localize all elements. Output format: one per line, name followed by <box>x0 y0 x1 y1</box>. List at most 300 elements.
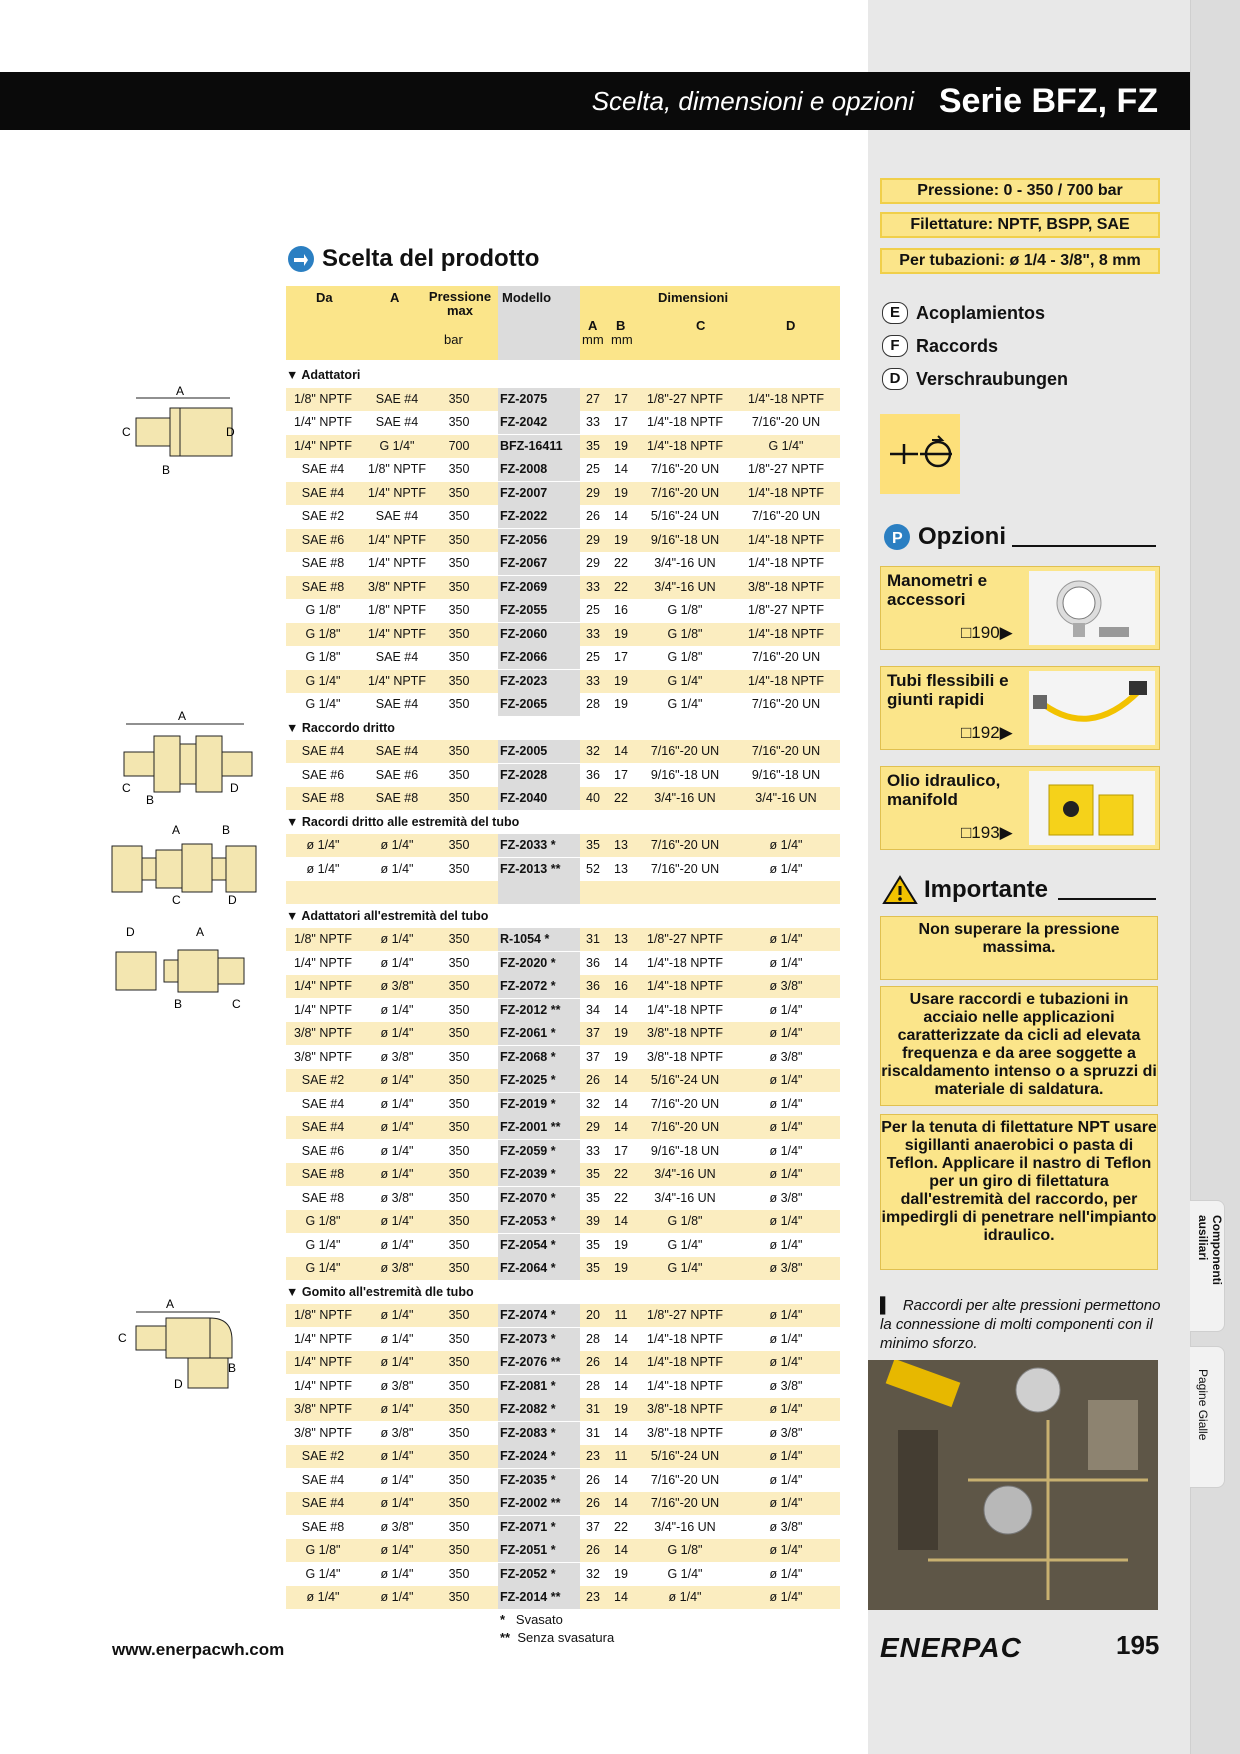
header-bar <box>0 72 1190 130</box>
table-row <box>286 505 840 528</box>
table-row <box>286 928 840 951</box>
table-cell: 33 <box>586 1143 600 1158</box>
table-cell: ø 1/4" <box>769 1355 803 1369</box>
options-title: Opzioni <box>918 523 1006 550</box>
table-cell: ø 1/4" <box>769 1543 803 1557</box>
coupling-symbol-icon <box>880 414 960 494</box>
table-cell: 37 <box>586 1049 600 1064</box>
table-cell: 1/4" NPTF <box>368 532 426 547</box>
table-cell: FZ-2061 * <box>500 1026 556 1040</box>
table-cell: ø 1/4" <box>380 1355 414 1369</box>
table-cell: 17 <box>614 391 628 406</box>
footer-url[interactable]: www.enerpacwh.com <box>112 1640 285 1659</box>
table-cell: G 1/4" <box>667 1261 703 1275</box>
option-page: 190 <box>971 623 1000 642</box>
table-cell: 1/8"-27 NPTF <box>647 391 723 406</box>
option-card-oil[interactable] <box>880 766 1160 850</box>
table-cell: FZ-2022 <box>500 509 548 523</box>
table-cell: ø 1/4" <box>380 1308 414 1322</box>
warning-box-teflon: Per la tenuta di filettature NPT usare sigillanti anaerobici o pasta di Teflon. Applicare il nastro di Teflon per un giro di filettatura dall'estremità del raccordo, per impedirgli di penetrare nell'impianto idraulico. <box>880 1114 1158 1270</box>
table-cell: ø 1/4" <box>769 861 803 876</box>
table-cell: 25 <box>586 650 600 664</box>
lang-item-es <box>882 302 1045 324</box>
table-cell: FZ-2052 * <box>500 1566 556 1581</box>
table-cell: 1/4" NPTF <box>294 1378 352 1393</box>
table-cell: ø 1/4" <box>380 932 414 946</box>
table-cell: 14 <box>614 744 628 758</box>
header-unit-b: mm <box>611 332 633 347</box>
table-cell: 350 <box>448 1167 470 1181</box>
table-cell: 26 <box>586 1073 600 1087</box>
option-card-gauges[interactable] <box>880 566 1160 650</box>
table-cell: ø 3/8" <box>769 1190 803 1205</box>
table-cell: G 1/4" <box>305 673 341 688</box>
option-page-link[interactable] <box>961 823 1013 843</box>
table-cell: ø 1/4" <box>769 1214 803 1228</box>
table-cell: 14 <box>614 1543 628 1557</box>
dim-label: C <box>172 893 181 907</box>
table-cell: 350 <box>448 1049 470 1064</box>
table-cell: G 1/8" <box>667 603 703 617</box>
table-cell: 26 <box>586 1472 600 1487</box>
option-page-link[interactable] <box>961 623 1013 643</box>
dim-label: A <box>172 823 181 837</box>
table-cell: 3/4"-16 UN <box>755 791 817 805</box>
lang-label: Verschraubungen <box>916 368 1069 389</box>
table-cell: 16 <box>614 979 628 993</box>
table-cell: SAE #8 <box>301 1519 345 1534</box>
table-cell: 1/4"-18 NPTF <box>647 415 723 429</box>
table-cell: SAE #6 <box>375 767 419 782</box>
table-cell: 14 <box>614 1002 628 1017</box>
header-title: Serie BFZ, FZ <box>938 82 1158 120</box>
table-cell: 1/8"-27 NPTF <box>748 603 824 617</box>
table-row <box>286 952 840 975</box>
table-cell: SAE #6 <box>301 767 345 782</box>
table-row <box>286 1492 840 1515</box>
table-cell: ø 3/8" <box>380 1261 414 1275</box>
table-cell: ø 1/4" <box>769 1590 803 1604</box>
table-cell: 7/16"-20 UN <box>650 744 720 758</box>
arrow-right-icon: ▶ <box>999 823 1013 842</box>
table-cell: 14 <box>614 509 628 523</box>
table-cell: 36 <box>586 767 600 782</box>
tab-components-label: Componenti ausiliari <box>1196 1215 1224 1285</box>
table-cell: ø 3/8" <box>769 1519 803 1534</box>
option-page: 192 <box>971 723 1000 742</box>
table-cell: 350 <box>448 1331 470 1346</box>
page-icon: □ <box>961 823 972 842</box>
table-cell: 31 <box>586 932 600 946</box>
table-cell: FZ-2001 ** <box>500 1120 561 1134</box>
table-cell: 14 <box>614 1425 628 1440</box>
table-cell: ø 1/4" <box>306 838 340 852</box>
table-cell: ø 1/4" <box>380 1331 414 1346</box>
table-cell: FZ-2040 <box>500 791 548 805</box>
table-cell: SAE #8 <box>301 1167 345 1181</box>
table-cell: 34 <box>586 1002 600 1017</box>
table-cell: SAE #8 <box>301 579 345 594</box>
table-section-title: ▼ Racordi dritto alle estremità del tubo <box>286 814 520 829</box>
table-row <box>286 1422 840 1445</box>
table-cell: 1/4" NPTF <box>368 673 426 688</box>
table-cell: SAE #4 <box>301 744 345 758</box>
hose-image <box>1029 671 1155 745</box>
table-cell: 22 <box>614 1167 628 1181</box>
table-cell: 350 <box>448 1519 470 1534</box>
table-cell: G 1/4" <box>305 1566 341 1581</box>
table-cell: ø 1/4" <box>380 1073 414 1087</box>
table-cell: 37 <box>586 1519 600 1534</box>
table-cell: G 1/4" <box>305 1261 341 1275</box>
table-cell: SAE #4 <box>375 697 419 711</box>
footnote-text: Senza svasatura <box>517 1630 615 1645</box>
table-cell: 23 <box>586 1449 600 1463</box>
page-edge <box>1190 0 1240 1754</box>
table-cell: 350 <box>448 1566 470 1581</box>
table-cell: FZ-2072 * <box>500 979 556 993</box>
application-photo <box>868 1360 1158 1610</box>
table-cell: 700 <box>448 438 470 453</box>
diagram-straight <box>116 708 256 806</box>
table-cell: G 1/4" <box>667 1237 703 1252</box>
footnote-flared <box>500 1612 563 1627</box>
table-cell: 350 <box>448 1378 470 1393</box>
table-section-title: ▼ Raccordo dritto <box>286 720 395 735</box>
table-cell: 26 <box>586 1543 600 1557</box>
table-cell: SAE #2 <box>301 1449 345 1463</box>
table-cell: FZ-2008 <box>500 462 548 476</box>
options-heading <box>882 522 1006 552</box>
table-cell: 22 <box>614 791 628 805</box>
table-cell: FZ-2066 <box>500 650 548 664</box>
table-cell: 350 <box>448 1002 470 1017</box>
lang-label: Acoplamientos <box>916 302 1046 323</box>
table-cell: ø 1/4" <box>380 1472 414 1487</box>
table-row <box>286 1351 840 1374</box>
header-pressure: Pressione max <box>428 289 492 318</box>
table-cell: 29 <box>586 1120 600 1134</box>
option-title: Manometri e accessori <box>887 571 988 609</box>
lang-badge: E <box>882 302 908 324</box>
table-cell: 350 <box>448 1496 470 1510</box>
table-cell: FZ-2059 * <box>500 1143 556 1158</box>
table-cell: G 1/4" <box>667 697 703 711</box>
gauge-image <box>1029 571 1155 645</box>
table-cell: FZ-2005 <box>500 744 548 758</box>
table-row <box>286 623 840 646</box>
dim-label: D <box>228 893 237 907</box>
table-cell: 1/4" NPTF <box>294 438 352 453</box>
table-cell: 7/16"-20 UN <box>650 838 720 852</box>
table-cell: 3/8"-18 NPTF <box>647 1026 723 1040</box>
header-dim-b: B <box>616 318 626 333</box>
product-selection-heading <box>286 244 539 274</box>
table-cell: 14 <box>614 1472 628 1487</box>
table-cell: FZ-2013 ** <box>500 861 561 876</box>
table-cell: 350 <box>448 556 470 570</box>
header-pressure-unit: bar <box>444 332 463 347</box>
spec-tubing: Per tubazioni: ø 1/4 - 3/8", 8 mm <box>880 248 1160 274</box>
table-cell: 1/4"-18 NPTF <box>647 1331 723 1346</box>
table-cell: ø 1/4" <box>380 861 414 876</box>
table-cell: SAE #2 <box>301 1073 345 1087</box>
table-cell: SAE #8 <box>301 791 345 805</box>
table-cell: 27 <box>586 391 600 406</box>
table-cell: 350 <box>448 1543 470 1557</box>
table-row <box>286 858 840 881</box>
option-page: 193 <box>971 823 1000 842</box>
table-cell: 19 <box>614 697 628 711</box>
tab-components[interactable] <box>1190 1200 1225 1332</box>
table-row <box>286 1398 840 1421</box>
table-cell: 1/4"-18 NPTF <box>647 1355 723 1369</box>
table-cell: FZ-2020 * <box>500 955 556 970</box>
table-cell: 3/8" NPTF <box>294 1049 352 1064</box>
dim-label: B <box>162 463 171 477</box>
table-cell: 22 <box>614 1190 628 1205</box>
table-cell: SAE #4 <box>301 485 345 500</box>
tab-yellow-pages[interactable] <box>1190 1346 1225 1488</box>
table-cell: FZ-2082 * <box>500 1402 556 1416</box>
table-cell: G 1/8" <box>305 626 341 641</box>
table-cell: 19 <box>614 1566 628 1581</box>
diagram-elbow <box>116 1296 246 1396</box>
table-cell: 3/8" NPTF <box>294 1425 352 1440</box>
table-cell: 3/4"-16 UN <box>654 791 716 805</box>
table-cell: FZ-2067 <box>500 556 548 570</box>
table-cell: 350 <box>448 485 470 500</box>
table-cell: 35 <box>586 1237 600 1252</box>
important-title: Importante <box>924 876 1049 903</box>
table-cell: 9/16"-18 UN <box>650 532 720 547</box>
options-icon <box>882 522 912 552</box>
table-cell: G 1/4" <box>667 1566 703 1581</box>
table-cell: ø 1/4" <box>769 1143 803 1158</box>
table-cell: 13 <box>614 932 628 946</box>
table-cell: 1/4" NPTF <box>294 1331 352 1346</box>
table-cell: ø 1/4" <box>380 955 414 970</box>
footnote-mark: ** <box>500 1630 511 1645</box>
table-section-title: ▼ Adattatori all'estremità del tubo <box>286 908 489 923</box>
svg-text:P: P <box>892 530 903 547</box>
table-cell: 1/4"-18 NPTF <box>748 626 824 641</box>
table-cell: ø 1/4" <box>380 1167 414 1181</box>
table-cell: FZ-2019 * <box>500 1096 556 1111</box>
table-row <box>286 975 840 998</box>
table-cell: 32 <box>586 1566 600 1581</box>
table-cell: 7/16"-20 UN <box>650 861 720 876</box>
coupling-symbol <box>880 414 960 494</box>
dim-label: B <box>222 823 231 837</box>
table-cell: 350 <box>448 532 470 547</box>
warning-box-pressure: Non superare la pressione massima. <box>880 916 1158 980</box>
footnote-mark: * <box>500 1612 506 1627</box>
table-cell: 1/4" NPTF <box>294 1002 352 1017</box>
dim-label: D <box>174 1377 183 1391</box>
table-cell: ø 1/4" <box>769 1002 803 1017</box>
table-cell: ø 1/4" <box>769 1096 803 1111</box>
dim-label: C <box>122 781 131 795</box>
table-cell: G 1/8" <box>667 1543 703 1557</box>
table-row <box>286 1093 840 1116</box>
table-cell: FZ-2024 * <box>500 1449 556 1463</box>
table-cell: 22 <box>614 1519 628 1534</box>
option-page-link[interactable] <box>961 723 1013 743</box>
table-cell: 19 <box>614 1049 628 1064</box>
table-row <box>286 1469 840 1492</box>
table-cell: 26 <box>586 1496 600 1510</box>
table-row <box>286 411 840 434</box>
table-cell: G 1/4" <box>379 438 415 453</box>
table-cell: 1/4" NPTF <box>294 1355 352 1369</box>
table-cell: 14 <box>614 462 628 476</box>
table-row <box>286 552 840 575</box>
table-cell: 29 <box>586 532 600 547</box>
table-row <box>286 1022 840 1045</box>
model-cell-bg <box>498 881 580 904</box>
table-cell: 3/8"-18 NPTF <box>647 1425 723 1440</box>
table-cell: ø 1/4" <box>769 1167 803 1181</box>
table-cell: 1/4"-18 NPTF <box>647 979 723 993</box>
table-cell: FZ-2074 * <box>500 1308 556 1322</box>
table-cell: FZ-2035 * <box>500 1472 556 1487</box>
table-cell: 11 <box>614 1449 628 1463</box>
dim-label: A <box>178 709 187 723</box>
table-row <box>286 482 840 505</box>
table-cell: 28 <box>586 697 600 711</box>
table-cell: 350 <box>448 1449 470 1463</box>
arrow-right-icon: ▶ <box>999 723 1013 742</box>
table-row <box>286 1445 840 1468</box>
table-cell: 36 <box>586 979 600 993</box>
spec-pressure: Pressione: 0 - 350 / 700 bar <box>880 178 1160 204</box>
table-cell: 350 <box>448 1402 470 1416</box>
table-cell: 350 <box>448 932 470 946</box>
table-cell: 14 <box>614 1214 628 1228</box>
table-row <box>286 1586 840 1609</box>
table-cell: 3/4"-16 UN <box>654 556 716 570</box>
table-cell: FZ-2083 * <box>500 1425 556 1440</box>
option-card-hoses[interactable] <box>880 666 1160 750</box>
table-cell: ø 1/4" <box>380 1590 414 1604</box>
table-row <box>286 787 840 810</box>
table-cell: 14 <box>614 1120 628 1134</box>
table-cell: 1/8" NPTF <box>294 1308 352 1322</box>
table-cell: 1/8" NPTF <box>294 932 352 946</box>
table-cell: 1/8" NPTF <box>368 603 426 617</box>
header-dim-c: C <box>696 318 706 333</box>
diagram-adapter <box>116 384 256 480</box>
table-cell: 350 <box>448 626 470 641</box>
table-cell: 31 <box>586 1402 600 1416</box>
table-row <box>286 764 840 787</box>
table-cell: ø 3/8" <box>380 1378 414 1393</box>
table-cell: 350 <box>448 673 470 688</box>
lang-item-fr <box>882 335 998 357</box>
page-edge-line <box>1190 0 1191 1754</box>
table-cell: 25 <box>586 462 600 476</box>
note-text: Raccordi per alte pressioni permettono la connessione di molti componenti con il minimo sforzo. <box>880 1297 1161 1352</box>
table-row <box>286 1163 840 1186</box>
table-cell: ø 1/4" <box>380 1120 414 1134</box>
table-cell: 19 <box>614 1402 628 1416</box>
table-cell: ø 1/4" <box>769 932 803 946</box>
table-cell: 350 <box>448 1190 470 1205</box>
table-cell: 5/16"-24 UN <box>650 509 720 523</box>
table-cell: 17 <box>614 1143 628 1158</box>
diagram-tube-straight <box>110 822 260 908</box>
page-icon: □ <box>961 623 972 642</box>
table-cell: SAE #4 <box>301 1472 345 1487</box>
table-cell: 7/16"-20 UN <box>751 697 821 711</box>
table-cell: 33 <box>586 673 600 688</box>
table-cell: SAE #6 <box>301 532 345 547</box>
table-cell: FZ-2064 * <box>500 1261 556 1275</box>
table-cell: 14 <box>614 1355 628 1369</box>
table-cell: FZ-2039 * <box>500 1167 556 1181</box>
table-row <box>286 693 840 716</box>
table-cell: ø 1/4" <box>380 1566 414 1581</box>
table-cell: ø 1/4" <box>769 955 803 970</box>
header-a: A <box>390 290 400 305</box>
table-cell: 33 <box>586 579 600 594</box>
lang-label: Raccords <box>916 335 999 356</box>
lang-item-de <box>882 368 1068 390</box>
footnote-not-flared <box>500 1630 614 1645</box>
table-cell: SAE #4 <box>301 1120 345 1134</box>
table-cell: SAE #4 <box>375 744 419 758</box>
table-cell: 3/4"-16 UN <box>654 579 716 594</box>
table-cell: 17 <box>614 415 628 429</box>
table-row <box>286 999 840 1022</box>
table-cell: ø 1/4" <box>769 1308 803 1322</box>
table-cell: 36 <box>586 955 600 970</box>
page-icon: □ <box>961 723 972 742</box>
dim-label: D <box>126 925 135 939</box>
table-cell: 350 <box>448 1425 470 1440</box>
warning-box-steel: Usare raccordi e tubazioni in acciaio nelle applicazioni caratterizzate da cicli ad elevata frequenza e da aree soggette a riscaldamento intenso o a spruzzi di materiale di saldatura. <box>880 986 1158 1106</box>
table-cell: 19 <box>614 1237 628 1252</box>
table-cell: ø 1/4" <box>769 1472 803 1487</box>
oil-image <box>1029 771 1155 845</box>
table-cell: 52 <box>586 861 600 876</box>
table-cell: G 1/4" <box>305 697 341 711</box>
table-cell: 3/4"-16 UN <box>654 1190 716 1205</box>
diagram-tube-adapter <box>112 924 252 1010</box>
table-cell: 350 <box>448 1073 470 1087</box>
table-cell: ø 3/8" <box>769 979 803 993</box>
table-cell: R-1054 * <box>500 932 550 946</box>
header-dim-d: D <box>786 318 796 333</box>
table-cell: 350 <box>448 1026 470 1040</box>
dim-label: B <box>146 793 155 806</box>
table-cell: 37 <box>586 1026 600 1040</box>
table-cell: 7/16"-20 UN <box>650 1496 720 1510</box>
table-cell: 14 <box>614 1096 628 1111</box>
table-cell: 28 <box>586 1331 600 1346</box>
table-cell: 7/16"-20 UN <box>650 1472 720 1487</box>
table-cell: 1/4" NPTF <box>368 626 426 641</box>
table-cell: 3/8" NPTF <box>294 1026 352 1040</box>
table-row <box>286 670 840 693</box>
table-cell: FZ-2070 * <box>500 1190 556 1205</box>
table-cell: SAE #4 <box>375 650 419 664</box>
table-cell: 1/8"-27 NPTF <box>748 462 824 476</box>
table-cell: 1/8" NPTF <box>294 391 352 406</box>
table-cell: 5/16"-24 UN <box>650 1073 720 1087</box>
table-cell: 350 <box>448 650 470 664</box>
